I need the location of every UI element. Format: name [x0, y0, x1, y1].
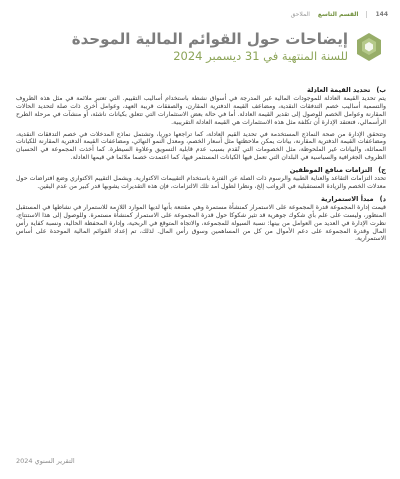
section-letter: ب)	[376, 86, 386, 94]
section-title: مبدأ الاستمرارية	[321, 194, 374, 203]
page-header	[12, 8, 388, 20]
section-fair-value	[16, 86, 386, 162]
section-letter: ج)	[378, 165, 386, 174]
section-title: تحديد القيمة العادلة	[307, 86, 371, 94]
page-footer: التقرير السنوي 2024	[16, 457, 75, 465]
brand-mark-icon	[356, 32, 382, 62]
section-title: التزامات منافع الموظفين	[289, 165, 373, 174]
section-employee-benefits	[16, 166, 386, 191]
section-letter: د)	[379, 194, 386, 203]
section-heading	[16, 166, 386, 174]
page-subtitle: للسنة المنتهية في 31 ديسمبر 2024	[173, 49, 348, 63]
page-number: 144	[375, 10, 388, 18]
paragraph: يتم تحديد القيمة العادلة للموجودات المالية غير المدرجة في أسواق نشطة باستخدام أساليب التقييم. التي تعتبر ملائمة في مثل هذه الظروف والتسمية أساليب خصم التدفقات النقدية، ومضاعف القيمة الدفترية المقارن، والصفقات قريبة العهد، وعوامل أخرى ذات صلة لتحديد الحالات المقارنة وعوامل الخصم للوصول إلى تقدير القيمة العادلة. أما في حالة بعض الاستثمارات التي تتعلق بكيانات ناشئة، أو منشآت في مرحلة الطرح الرأسمالي، فتعتقد الإدارة أن تكلفة مثل هذه الاستثمارات هي القيمة العادلة التقريبية.	[16, 95, 386, 126]
section-heading	[16, 195, 386, 203]
body-content	[16, 86, 386, 247]
section-heading	[16, 86, 386, 94]
header-section-other[interactable]: الملاحق	[290, 10, 310, 18]
section-going-concern	[16, 195, 386, 243]
paragraph: قيمت إدارة المجموعة قدرة المجموعة على الاستمرار كمنشأة مستمرة وهي مقتنعة بأنها لديها الموارد اللازمة للاستمرار في نشاطها في المستقبل المنظور، وليست على علم بأي شكوك جوهرية قد تثير شكوكا حول قدرة المجموعة على الاستمرار كمنشأة مستمرة. وللوصول إلى هذا الاستنتاج، نظرت الإدارة في العديد من العوامل من بينها: نسبة السيولة للمجموعة، والاتجاه المتوقع في الربحية، وإدارة المحفظة الحالية، ونسبة كفاية رأس المال وقدرة المجموعة على دعم الأموال من كل من المساهمين وسوق رأس المال. لذلك، تم إعداد القوائم المالية الموحدة على أساس الاستمرارية.	[16, 204, 386, 243]
paragraph: وتتحقق الإدارة من صحة النماذج المستخدمة في تحديد القيم العادلة، كما تراجعها دوريا، وتشتمل نماذج المدخلات في خصم التدفقات النقدية، ومضاعفات القيمة الدفترية المقارنة، بيانات يمكن ملاحظتها مثل أسعار الخصم، ومعدل النمو النهائي، ومضاعفات القيمة الدفترية المقارنة للكيانات المماثلة، والبيانات غير الملحوظة، مثل الخصومات التي تُقدم بسبب عدم قابلية التسويق وعلاوة السيطرة. كما أخذت المجموعة في الحسبان الظروف الجغرافية والسياسية في البلدان التي تعمل فيها الكيانات المستثمر فيها، كما اعتمدت خصما ملائما في قيمها العادلة.	[16, 130, 386, 161]
header-section-active[interactable]: القسم التاسع	[317, 10, 359, 18]
page-title: إيضاحات حول القوائم المالية الموحدة	[71, 30, 348, 48]
title-block	[12, 30, 382, 64]
header-divider	[366, 11, 367, 18]
paragraph: تحدد التزامات التقاعد والعناية الطبية والرسوم ذات الصلة عن الفترة باستخدام التقييمات الاكتوارية. ويشمل التقييم الاكتواري وضع افتراضات حول معدلات الخصم والزيادة المستقبلية في الرواتب إلخ، ونظرا لطول أمد تلك الالتزامات، فإن هذه التقديرات يشوبها قدر كبير من عدم اليقين.	[16, 175, 386, 190]
